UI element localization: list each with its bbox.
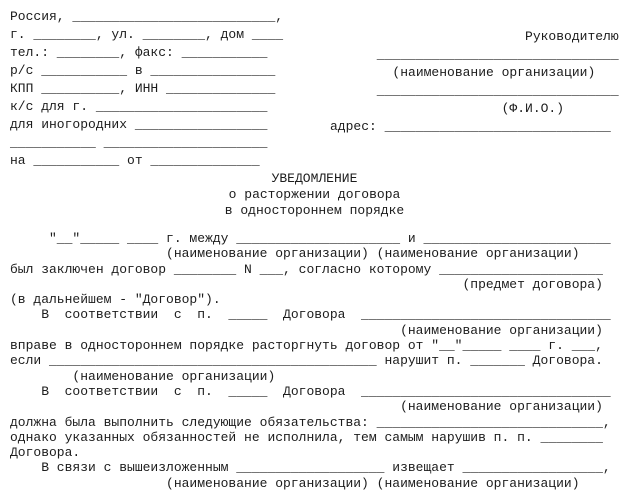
recipient-detail-line: адрес: _____________________________ (330, 119, 611, 134)
document-title-line: в одностороннем порядке (224, 203, 405, 218)
body-text-line: Договора. (10, 445, 81, 461)
body-text-line: В соответствии с п. _____ Договора ________________________________ (10, 383, 611, 399)
body-text-line: (наименование организации) (наименование организации) (10, 475, 580, 491)
body-text-line: (предмет договора) (10, 276, 603, 292)
body-text-line: В связи с вышеизложенным ___________________ извещает __________________, (10, 460, 611, 476)
document-title-line: о расторжении договора (228, 187, 401, 202)
body-text-line: однако указанных обязанностей не исполнила, тем самым нарушив п. п. ________ (10, 429, 603, 445)
document-title-line: УВЕДОМЛЕНИЕ (271, 171, 358, 186)
sender-detail-line: на ___________ от ______________ (10, 153, 260, 168)
body-text-line: (наименование организации) (10, 368, 276, 384)
body-text-line: В соответствии с п. _____ Договора ________________________________ (10, 307, 611, 323)
sender-detail-line: Россия, __________________________, (10, 9, 284, 24)
recipient-detail-line: Руководителю (330, 29, 619, 44)
body-text-line: (наименование организации) (10, 399, 603, 415)
recipient-detail-line: (наименование организации) (330, 65, 596, 80)
sender-detail-line: для иногородних _________________ (10, 117, 268, 132)
sender-detail-line: КПП __________, ИНН ______________ (10, 81, 276, 96)
body-text-line: вправе в одностороннем порядке расторгнуть договор от "__"_____ ____ г. ___, (10, 338, 603, 354)
recipient-block (330, 28, 619, 136)
body-text-line: (наименование организации) (10, 322, 603, 338)
body-text-line: (в дальнейшем - "Договор"). (10, 292, 221, 308)
sender-detail-line: тел.: ________, факс: ___________ (10, 45, 268, 60)
recipient-detail-line: (Ф.И.О.) (330, 101, 565, 116)
sender-detail-line: ___________ _____________________ (10, 135, 268, 150)
recipient-detail-line: _______________________________ (330, 83, 619, 98)
body-text-line: "__"_____ ____ г. между _____________________ и ________________________ (10, 231, 611, 246)
body-text-line: если __________________________________________ нарушит п. _______ Договора. (10, 353, 603, 369)
sender-details-block (10, 8, 283, 170)
sender-detail-line: к/с для г. ______________________ (10, 99, 268, 114)
document-title (0, 171, 629, 219)
sender-detail-line: г. ________, ул. ________, дом ____ (10, 27, 284, 42)
body-text-line: был заключен договор ________ N ___, согласно которому _____________________ (10, 261, 603, 277)
body-text-line: должна была выполнить следующие обязательства: _____________________________, (10, 414, 611, 430)
document-body (10, 231, 611, 491)
recipient-detail-line: _______________________________ (330, 47, 619, 62)
body-text-line: (наименование организации) (наименование организации) (10, 246, 580, 262)
sender-detail-line: р/с ___________ в ________________ (10, 63, 276, 78)
